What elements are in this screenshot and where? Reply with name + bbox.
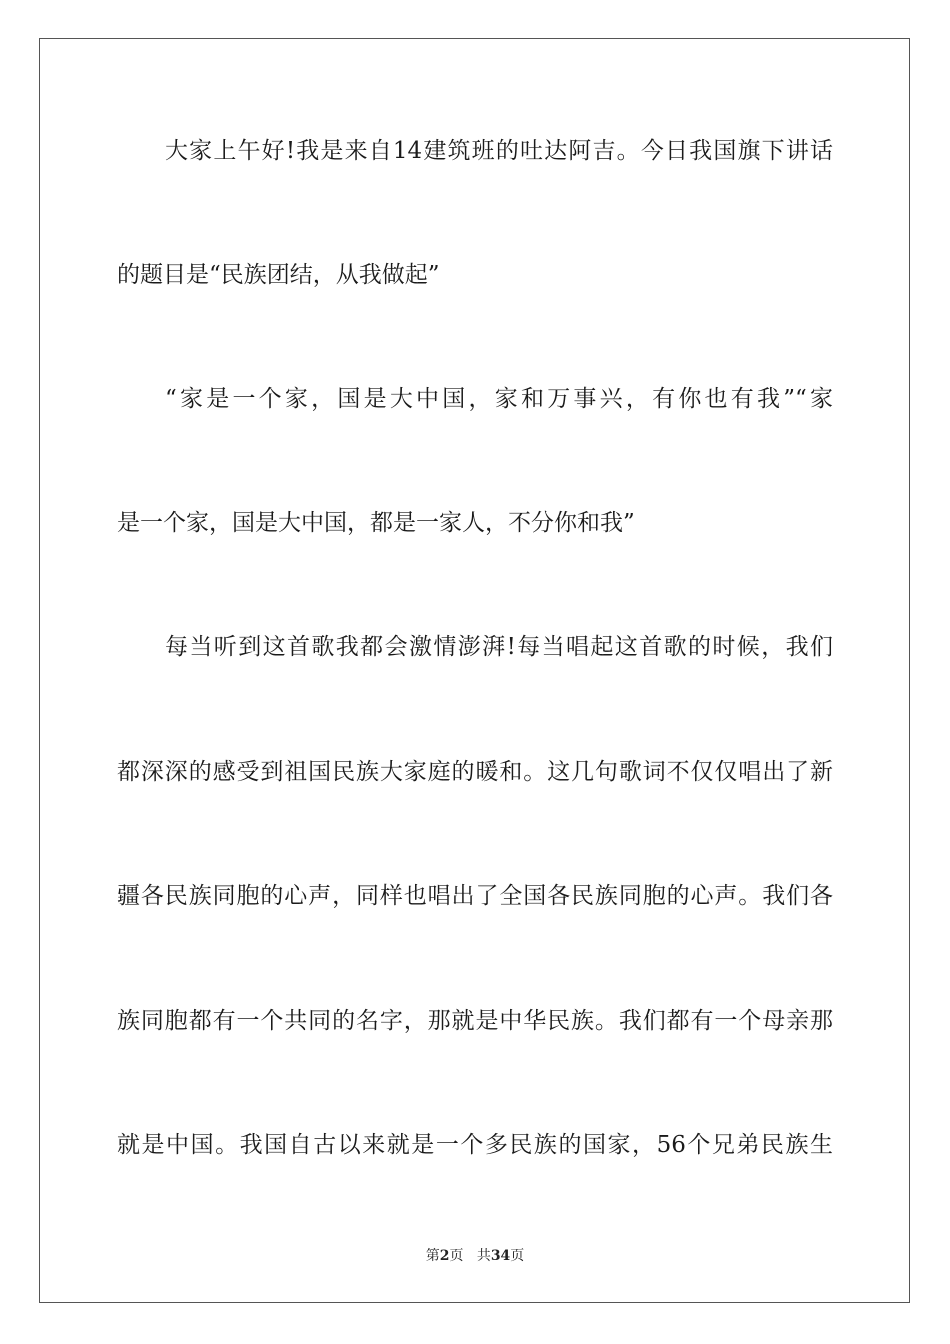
text-line: 都深深的感受到祖国民族大家庭的暖和。这几句歌词不仅仅唱出了新 bbox=[117, 759, 833, 785]
text-line: 的题目是“民族团结，从我做起” bbox=[117, 262, 440, 288]
text-line: 族同胞都有一个共同的名字，那就是中华民族。我们都有一个母亲那 bbox=[117, 1008, 833, 1034]
page-border bbox=[39, 38, 910, 1303]
total-pages: 34 bbox=[490, 1248, 511, 1264]
text-line: 大家上午好!我是来自14建筑班的吐达阿吉。今日我国旗下讲话 bbox=[165, 138, 833, 164]
text-line: 每当听到这首歌我都会激情澎湃!每当唱起这首歌的时候，我们 bbox=[165, 634, 833, 660]
text-line: 是一个家，国是大中国，都是一家人，不分你和我” bbox=[117, 510, 635, 536]
page-footer bbox=[0, 1247, 950, 1265]
text-line: 疆各民族同胞的心声，同样也唱出了全国各民族同胞的心声。我们各 bbox=[117, 883, 833, 909]
text-line: 就是中国。我国自古以来就是一个多民族的国家，56个兄弟民族生 bbox=[117, 1132, 833, 1158]
text-line: “家是一个家，国是大中国，家和万事兴，有你也有我”“家 bbox=[165, 386, 833, 412]
total-suffix: 页 bbox=[510, 1248, 525, 1264]
total-prefix: 共 bbox=[476, 1248, 491, 1264]
page-suffix: 页 bbox=[449, 1248, 464, 1264]
page-number: 2 bbox=[439, 1248, 450, 1264]
page-prefix: 第 bbox=[425, 1248, 440, 1264]
